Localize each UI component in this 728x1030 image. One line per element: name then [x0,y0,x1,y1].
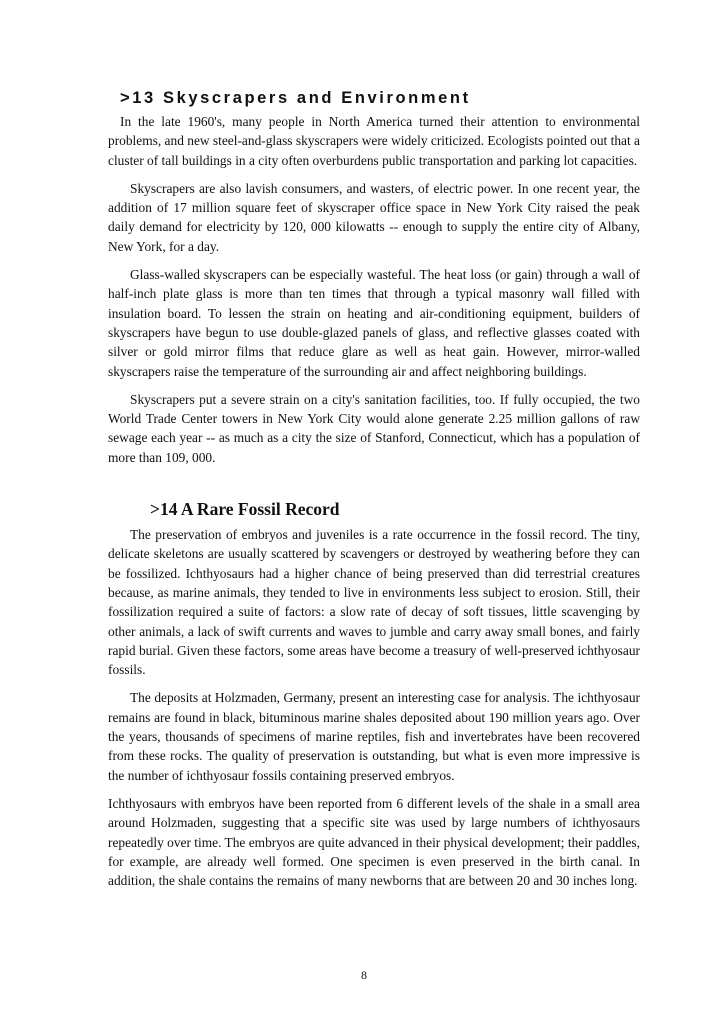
section-14-paragraph-1: The preservation of embryos and juveniles is a rate occurrence in the fossil record. The tiny, delicate skeletons are usually scattered by scavengers or destroyed by weathering before they can be fossilized. Ichthyosaurs had a higher chance of being preserved than did terrestrial creatures because, as marine animals, they tended to live in environments less subject to erosion. Still, their fossilization required a suite of factors: a slow rate of decay of soft tissues, little scavenging by other animals, a lack of swift currents and waves to jumble and carry away small bones, and fairly rapid burial. Given these factors, some areas have become a treasury of well-preserved ichthyosaur fossils. [108,527,640,678]
section-14-paragraph-2: The deposits at Holzmaden, Germany, present an interesting case for analysis. The ichthyosaur remains are found in black, bituminous marine shales deposited about 190 million years ago. Over the years, thousands of specimens of marine reptiles, fish and invertebrates have been recovered from these rocks. The quality of preservation is outstanding, but what is even more impressive is the number of ichthyosaur fossils containing preserved embryos. [108,690,640,783]
section-14-title: >14 A Rare Fossil Record [150,499,340,520]
page-number: 8 [361,968,367,982]
section-13-paragraph-1: In the late 1960's, many people in North America turned their attention to environmental problems, and new steel-and-glass skyscrapers were widely criticized. Ecologists pointed out that a cluster of tall buildings in a city often overburdens public transportation and parking lot capacities. [108,114,640,168]
section-13-title: >13 Skyscrapers and Environment [120,89,471,107]
section-13-paragraph-3: Glass-walled skyscrapers can be especially wasteful. The heat loss (or gain) through a wall of half-inch plate glass is more than ten times that through a typical masonry wall filled with insulation board. To lessen the strain on heating and air-conditioning equipment, builders of skyscrapers have begun to use double-glazed panels of glass, and reflective glasses coated with silver or gold mirror films that reduce glare as well as heat gain. However, mirror-walled skyscrapers raise the temperature of the surrounding air and affect neighboring buildings. [108,267,640,379]
section-14-paragraph-3: Ichthyosaurs with embryos have been reported from 6 different levels of the shale in a small area around Holzmaden, suggesting that a specific site was used by large numbers of ichthyosaurs repeatedly over time. The embryos are quite advanced in their physical development; their paddles, for example, are already well formed. One specimen is even preserved in the birth canal. In addition, the shale contains the remains of many newborns that are between 20 and 30 inches long. [108,795,640,889]
section-13-paragraph-2: Skyscrapers are also lavish consumers, and wasters, of electric power. In one recent year, the addition of 17 million square feet of skyscraper office space in New York City raised the peak daily demand for electricity by 120, 000 kilowatts -- enough to supply the entire city of Albany, New York, for a day. [108,180,640,254]
section-13-paragraph-4: Skyscrapers put a severe strain on a city's sanitation facilities, too. If fully occupied, the two World Trade Center towers in New York City would alone generate 2.25 million gallons of raw sewage each year -- as much as a city the size of Stanford, Connecticut, which has a population of more than 109, 000. [108,391,640,465]
page-content [108,86,640,899]
